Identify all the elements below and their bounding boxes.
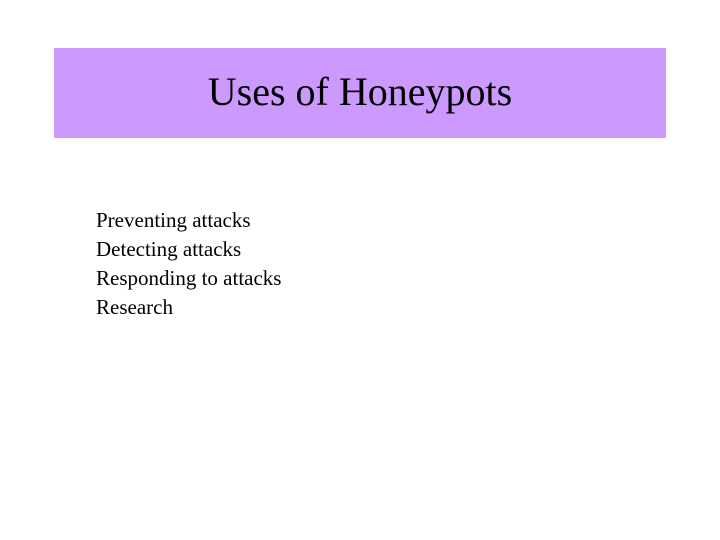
slide-title: Uses of Honeypots	[207, 69, 513, 114]
title-banner	[54, 48, 666, 138]
bullet-list	[96, 206, 281, 322]
bullet-item: Responding to attacks	[96, 266, 282, 290]
bullet-item: Preventing attacks	[96, 208, 251, 232]
bullet-item: Research	[96, 295, 173, 319]
bullet-item: Detecting attacks	[96, 237, 242, 261]
